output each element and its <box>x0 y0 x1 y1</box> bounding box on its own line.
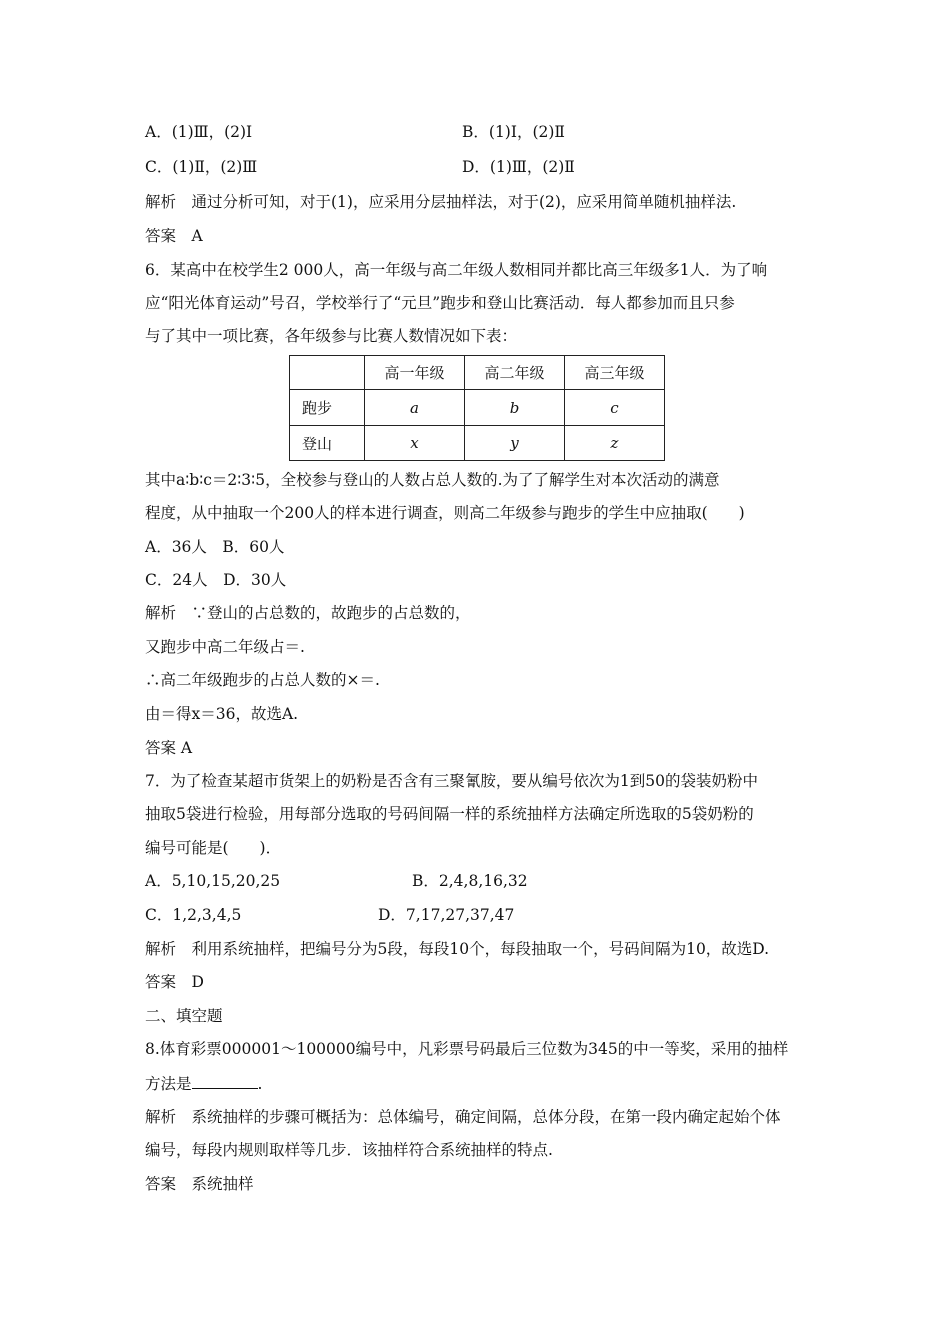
q7-option-d: D．7,17,27,37,47 <box>378 906 515 924</box>
q6-options-ab: A．36人 B．60人 <box>145 538 285 556</box>
q8-answer: 答案 系统抽样 <box>145 1175 254 1193</box>
table-header-cell: 高一年级 <box>365 356 465 390</box>
q6-analysis-line-4: 由＝得x＝36，故选A. <box>145 705 299 723</box>
table-cell: z <box>565 426 665 461</box>
q5-option-b: B．(1)Ⅰ，(2)Ⅱ <box>462 123 565 141</box>
q5-option-c: C．(1)Ⅱ，(2)Ⅲ <box>145 158 258 176</box>
table-header-cell: 高三年级 <box>565 356 665 390</box>
q7-stem-line-3: 编号可能是( )． <box>145 839 282 857</box>
q5-option-a: A．(1)Ⅲ，(2)Ⅰ <box>145 123 253 141</box>
q6-stem-line-2: 应“阳光体育运动”号召，学校举行了“元旦”跑步和登山比赛活动．每人都参加而且只参 <box>145 294 735 312</box>
q8-stem-end: . <box>257 1075 263 1093</box>
table-header-cell: 高二年级 <box>465 356 565 390</box>
table-cell: x <box>365 426 465 461</box>
q7-option-c: C．1,2,3,4,5 <box>145 906 242 924</box>
table-cell: c <box>565 390 665 426</box>
q7-option-a: A．5,10,15,20,25 <box>145 872 281 890</box>
table-corner-cell <box>290 356 365 390</box>
q7-stem-line-2: 抽取5袋进行检验，用每部分选取的号码间隔一样的系统抽样方法确定所选取的5袋奶粉的 <box>145 805 754 823</box>
q6-answer: 答案 A <box>145 739 193 757</box>
answer-blank <box>192 1073 258 1089</box>
q5-analysis: 解析 通过分析可知，对于(1)，应采用分层抽样法，对于(2)，应采用简单随机抽样法. <box>145 193 737 211</box>
q6-analysis-line-2: 又跑步中高二年级占＝. <box>145 638 305 656</box>
table-cell: a <box>365 390 465 426</box>
section-heading: 二、填空题 <box>145 1007 223 1025</box>
participation-table <box>289 355 665 461</box>
q6-analysis-line-3: ∴高二年级跑步的占总人数的×＝. <box>145 671 380 689</box>
table-row <box>290 426 665 461</box>
q6-analysis-line-1: 解析 ∵登山的占总数的，故跑步的占总数的， <box>145 604 471 622</box>
table-header-row <box>290 356 665 390</box>
q8-stem-line-2 <box>145 1073 262 1094</box>
q6-stem-line-4: 其中a∶b∶c＝2∶3∶5，全校参与登山的人数占总人数的.为了了解学生对本次活动的满意 <box>145 471 720 489</box>
table-row-label: 跑步 <box>290 390 365 426</box>
q6-stem-line-5: 程度，从中抽取一个200人的样本进行调查，则高二年级参与跑步的学生中应抽取( ) <box>145 504 745 522</box>
table-cell: b <box>465 390 565 426</box>
table-cell: y <box>465 426 565 461</box>
table-row <box>290 390 665 426</box>
q7-answer: 答案 D <box>145 973 204 991</box>
q8-analysis-line-2: 编号，每段内规则取样等几步．该抽样符合系统抽样的特点. <box>145 1141 553 1159</box>
q6-stem-line-1: 6．某高中在校学生2 000人，高一年级与高二年级人数相同并都比高三年级多1人．为了响 <box>145 261 768 279</box>
table-row-label: 登山 <box>290 426 365 461</box>
q8-stem-line-1: 8.体育彩票000001～100000编号中，凡彩票号码最后三位数为345的中一等奖，采用的抽样 <box>145 1040 789 1058</box>
q7-option-b: B．2,4,8,16,32 <box>412 872 528 890</box>
q6-stem-line-3: 与了其中一项比赛，各年级参与比赛人数情况如下表： <box>145 327 518 345</box>
q8-analysis-line-1: 解析 系统抽样的步骤可概括为：总体编号，确定间隔，总体分段，在第一段内确定起始个体 <box>145 1108 781 1126</box>
q7-analysis: 解析 利用系统抽样，把编号分为5段，每段10个，每段抽取一个，号码间隔为10，故选D. <box>145 940 770 958</box>
q8-stem-text: 方法是 <box>145 1075 192 1093</box>
q5-answer: 答案 A <box>145 227 203 245</box>
q5-option-d: D．(1)Ⅲ，(2)Ⅱ <box>462 158 575 176</box>
q7-stem-line-1: 7．为了检查某超市货架上的奶粉是否含有三聚氰胺，要从编号依次为1到50的袋装奶粉中 <box>145 772 758 790</box>
q6-options-cd: C．24人 D．30人 <box>145 571 287 589</box>
